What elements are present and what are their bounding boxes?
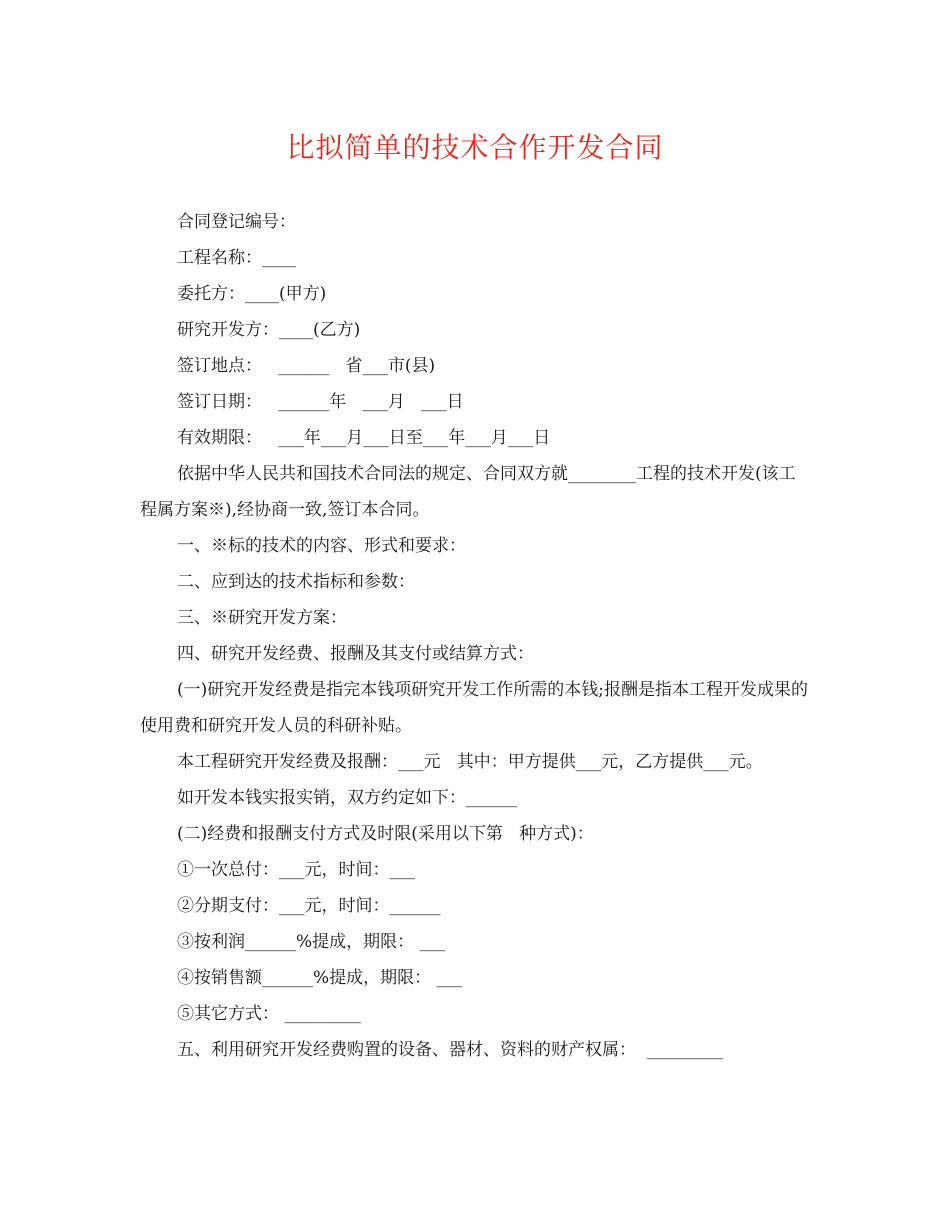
contract-paragraph: 二、应到达的技术指标和参数：: [177, 572, 415, 592]
contract-paragraph: 签订日期： ______年 ___月 ___日: [177, 392, 464, 412]
contract-paragraph: 三、※研究开发方案：: [177, 608, 347, 628]
document-body: [140, 204, 812, 1068]
contract-paragraph: 依据中华人民共和国技术合同法的规定、合同双方就________工程的技术开发(该工程属方案※),经协商一致,签订本合同。: [140, 464, 796, 520]
document-title: 比拟简单的技术合作开发合同: [286, 131, 664, 164]
contract-paragraph: (一)研究开发经费是指完本钱项研究开发工作所需的本钱;报酬是指本工程开发成果的使用费和研究开发人员的科研补贴。: [140, 680, 808, 736]
contract-paragraph: ③按利润______%提成，期限： ___: [177, 932, 446, 952]
contract-paragraph: 本工程研究开发经费及报酬：___元 其中：甲方提供___元，乙方提供___元。: [177, 752, 763, 772]
contract-paragraph: 有效期限： ___年___月___日至___年___月___日: [177, 428, 551, 448]
contract-paragraph: ④按销售额______%提成，期限： ___: [177, 968, 463, 988]
contract-paragraph: 工程名称：____: [177, 248, 296, 268]
contract-paragraph: ②分期支付：___元，时间：______: [177, 896, 441, 916]
contract-paragraph: 五、利用研究开发经费购置的设备、器材、资料的财产权属： _________: [177, 1040, 724, 1060]
contract-paragraph: 合同登记编号：: [177, 212, 296, 232]
contract-paragraph: ①一次总付：___元，时间：___: [177, 860, 415, 880]
contract-paragraph: 研究开发方：____(乙方): [177, 320, 361, 340]
contract-paragraph: 签订地点： ______ 省___市(县): [177, 356, 436, 376]
contract-paragraph: 委托方：____(甲方): [177, 284, 327, 304]
contract-paragraph: 四、研究开发经费、报酬及其支付或结算方式：: [177, 644, 534, 664]
contract-paragraph: 如开发本钱实报实销，双方约定如下：______: [177, 788, 517, 808]
contract-paragraph: ⑤其它方式： _________: [177, 1004, 361, 1024]
contract-paragraph: (二)经费和报酬支付方式及时限(采用以下第 种方式)：: [177, 824, 594, 844]
contract-paragraph: 一、※标的技术的内容、形式和要求：: [177, 536, 466, 556]
